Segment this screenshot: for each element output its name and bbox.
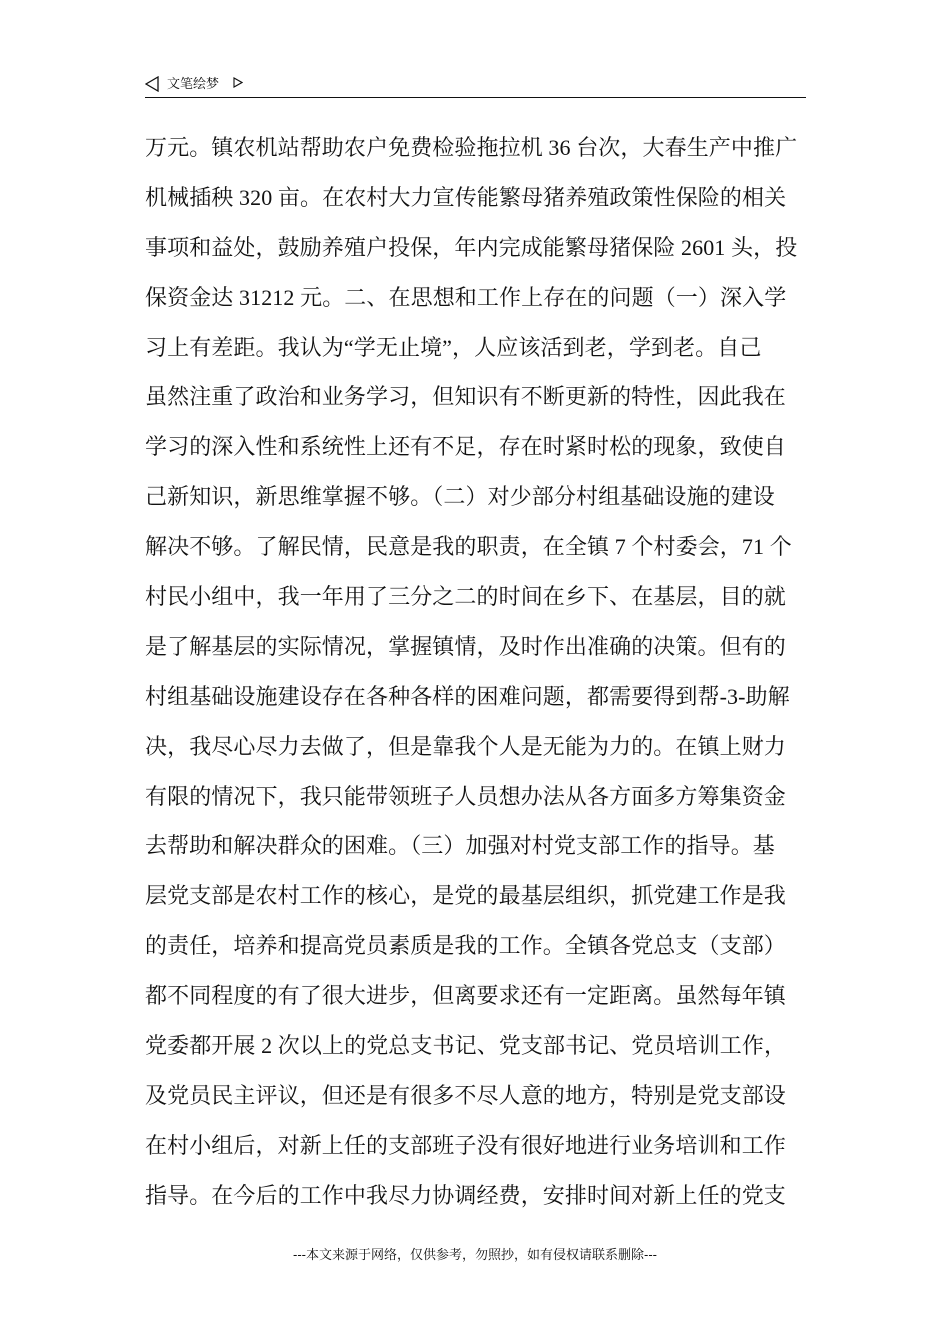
body-line: 的责任，培养和提高党员素质是我的工作。全镇各党总支（支部） [145,933,786,959]
body-line: 去帮助和解决群众的困难。（三）加强对村党支部工作的指导。基 [145,833,775,859]
page-header [145,72,806,96]
body-line: 解决不够。了解民情，民意是我的职责，在全镇 7 个村委会，71 个 [145,534,792,560]
body-line: 事项和益处，鼓励养殖户投保，年内完成能繁母猪保险 2601 头，投 [145,234,798,260]
body-line: 是了解基层的实际情况，掌握镇情，及时作出准确的决策。但有的 [145,633,786,659]
document-body [145,123,806,1221]
body-line: 万元。镇农机站帮助农户免费检验拖拉机 36 台次，大春生产中推广 [145,135,798,160]
header-divider [145,97,806,98]
body-line: 学习的深入性和系统性上还有不足，存在时紧时松的现象，致使自 [145,434,786,460]
body-line: 习上有差距。我认为“学无止境”，人应该活到老，学到老。自己 [145,334,762,360]
body-line: 都不同程度的有了很大进步，但离要求还有一定距离。虽然每年镇 [145,983,786,1009]
body-line: 在村小组后，对新上任的支部班子没有很好地进行业务培训和工作 [145,1132,786,1158]
body-line: 及党员民主评议，但还是有很多不尽人意的地方，特别是党支部设 [145,1082,786,1108]
body-line: 保资金达 31212 元。二、在思想和工作上存在的问题（一）深入学 [145,284,787,310]
left-triangle-icon [145,76,159,92]
page-footer-disclaimer: ---本文来源于网络，仅供参考，勿照抄，如有侵权请联系删除--- [293,1247,657,1262]
body-line: 己新知识，新思维掌握不够。（二）对少部分村组基础设施的建设 [145,484,775,510]
body-line: 有限的情况下，我只能带领班子人员想办法从各方面多方筹集资金 [145,783,786,809]
body-line: 层党支部是农村工作的核心，是党的最基层组织，抓党建工作是我 [145,883,786,909]
body-line: 决，我尽心尽力去做了，但是靠我个人是无能为力的。在镇上财力 [145,733,786,759]
body-line: 指导。在今后的工作中我尽力协调经费，安排时间对新上任的党支 [145,1182,786,1208]
body-line: 党委都开展 2 次以上的党总支书记、党支部书记、党员培训工作， [145,1033,787,1059]
body-line: 虽然注重了政治和业务学习，但知识有不断更新的特性，因此我在 [145,384,786,410]
body-line: 村组基础设施建设存在各种各样的困难问题，都需要得到帮-3-助解 [145,683,790,709]
header-title: 文笔绘梦 [167,76,220,91]
body-line: 机械插秧 320 亩。在农村大力宣传能繁母猪养殖政策性保险的相关 [145,184,787,210]
body-line: 村民小组中，我一年用了三分之二的时间在乡下、在基层，目的就 [145,584,786,610]
right-triangle-icon [233,77,243,88]
